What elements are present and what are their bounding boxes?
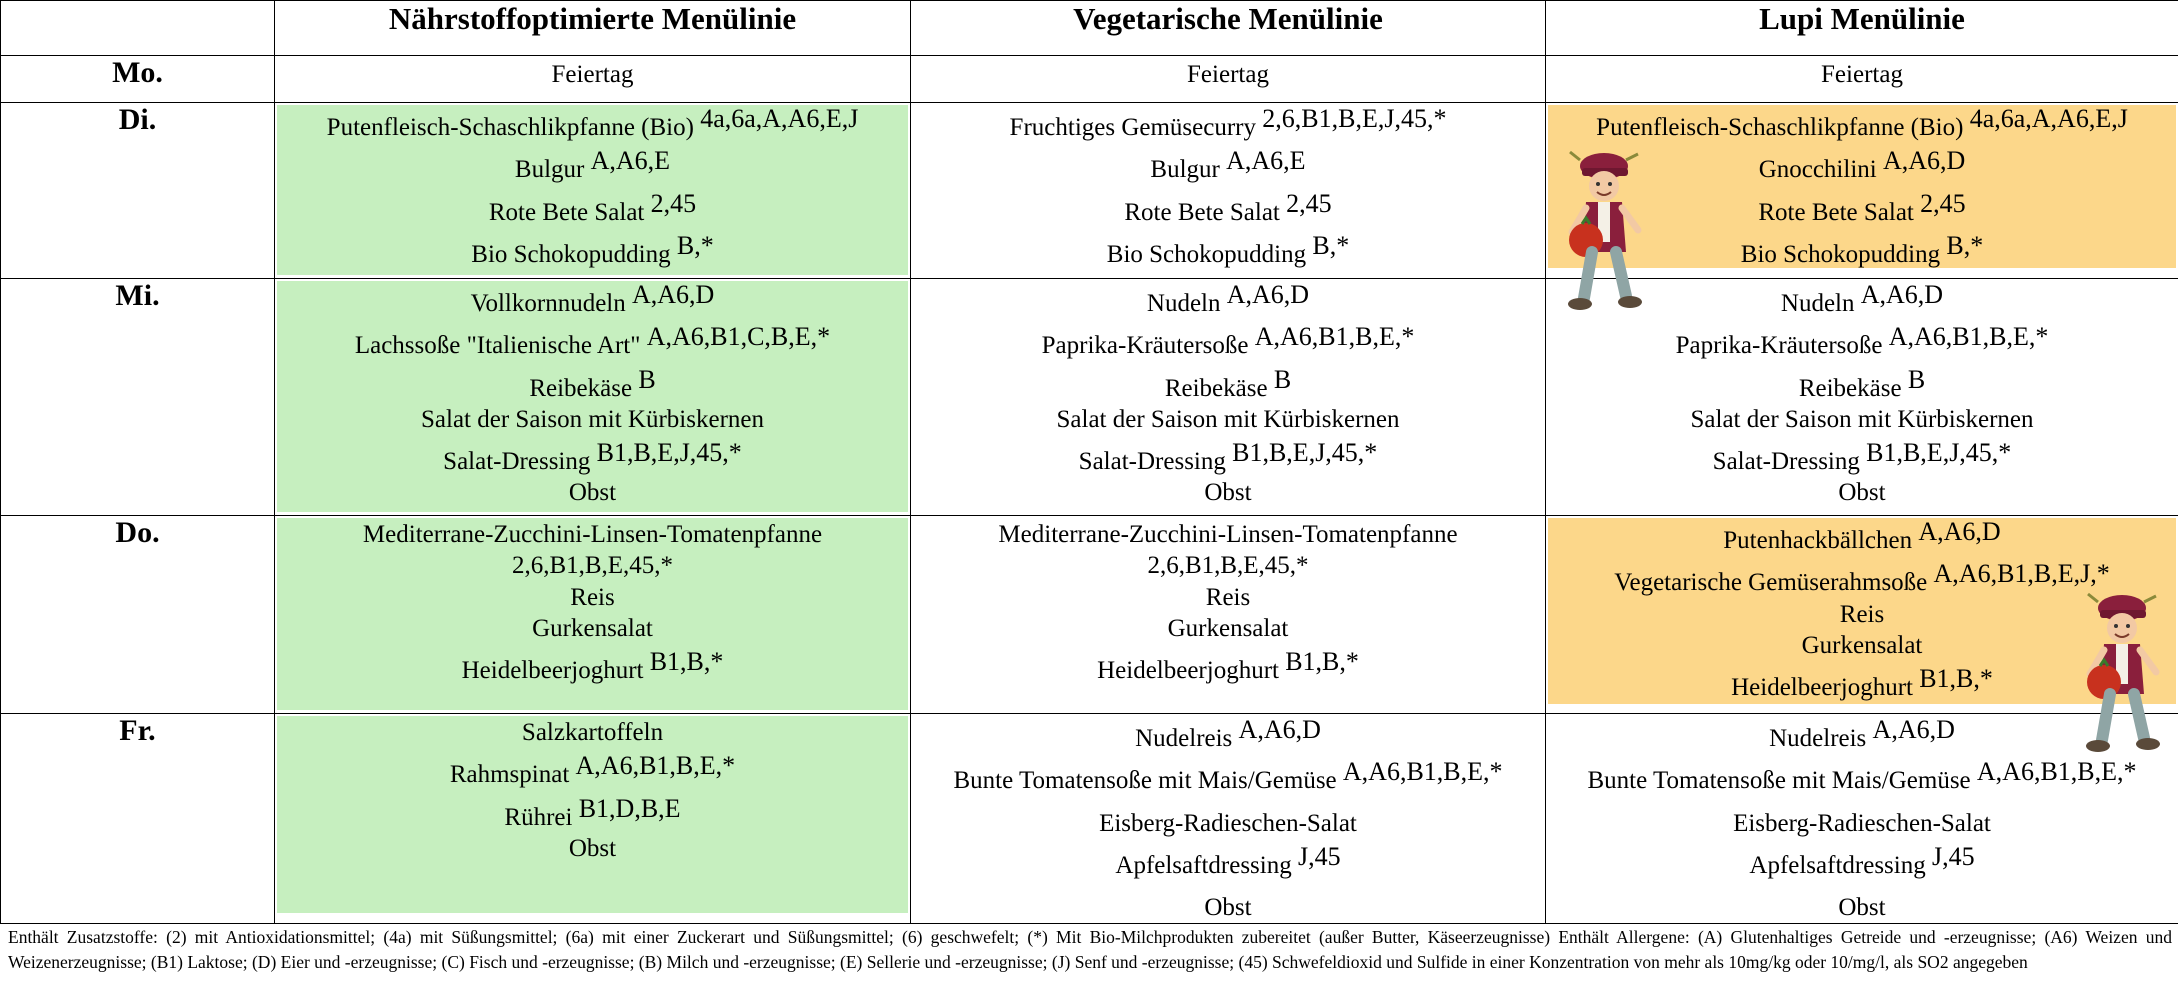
row-tuesday: [1, 103, 2178, 279]
allergen-codes: B1,B,E,J,45,*: [1232, 438, 1378, 467]
allergen-codes: B1,B,*: [1919, 664, 1993, 693]
menu-item-name: Heidelbeerjoghurt: [1097, 657, 1279, 684]
menu-item-name: Rote Bete Salat: [488, 198, 645, 226]
menu-item: [275, 322, 910, 361]
menu-item: [911, 477, 1545, 508]
menu-item: [275, 550, 910, 581]
legend-footer: Enthält Zusatzstoffe: (2) mit Antioxidationsmittel; (4a) mit Süßungsmittel; (6a) mit einer Zuckerart und Süßungsmittel; (6) geschwefelt; (*) Mit Bio-Milchprodukten zubereitet (außer Butter, Käseerzeugnisse) Enthält Allergene: (A) Glutenhaltiges Getreide und -erzeugnisse; (A6) Weizen und Weizenerzeugnisse; (B1) Laktose; (D) Eier und -erzeugnisse; (C) Fisch und -erzeugnisse; (B) Milch und -erzeugnisse; (E) Sellerie und -erzeugnisse; (J) Senf und -erzeugnisse; (45) Schwefeldioxid und Sulfide in einer Konzentration von mehr als 10mg/kg oder 10/mg/l, als SO2 angegeben: [8, 927, 2172, 972]
menu-item-name: Rahmspinat: [449, 761, 570, 789]
allergen-codes: A,A6,B1,B,E,*: [1254, 322, 1415, 352]
menu-item-name: Putenfleisch-Schaschlikpfanne (Bio): [326, 114, 694, 141]
menu-item-name: Gurkensalat: [532, 614, 653, 642]
menu-cell: [275, 516, 911, 714]
menu-item-name: 2,6,B1,B,E,45,*: [1147, 552, 1309, 580]
allergen-codes: A,A6,B1,C,B,E,*: [646, 322, 831, 352]
menu-item: [911, 715, 1545, 754]
day-label: Mi.: [1, 279, 275, 516]
allergen-codes: A,A6,D: [1238, 715, 1321, 744]
allergen-codes: B1,B,E,J,45,*: [1866, 438, 2012, 467]
column-header-vegetarisch: Vegetarische Menülinie: [911, 1, 1546, 56]
menu-item-name: Vollkornnudeln: [470, 290, 626, 317]
menu-item-name: Obst: [568, 479, 617, 507]
menu-item-name: Bio Schokopudding: [1106, 240, 1307, 268]
menu-item: [1546, 517, 2178, 556]
menu-items: [911, 279, 1545, 509]
allergen-codes: 2,45: [1286, 188, 1332, 218]
menu-cell: [275, 56, 911, 103]
menu-item-name: Salat-Dressing: [443, 448, 591, 475]
allergen-codes: A,A6,E: [590, 146, 671, 176]
menu-item-name: Bio Schokopudding: [471, 240, 671, 268]
allergen-codes: A,A6,B1,B,E,J,*: [1933, 559, 2110, 589]
menu-item: [275, 364, 910, 404]
menu-item-name: Apfelsaftdressing: [1749, 851, 1926, 879]
menu-item: [275, 751, 910, 790]
menu-item-name: Salat der Saison mit Kürbiskernen: [1690, 405, 2034, 433]
allergen-codes: A,A6,B1,B,E,*: [1888, 322, 2049, 352]
menu-items: [911, 103, 1545, 270]
menu-item-name: Obst: [1204, 479, 1252, 507]
menu-item-name: Obst: [568, 834, 617, 862]
menu-cell: [911, 714, 1546, 924]
menu-item: [911, 404, 1545, 435]
allergen-codes: A,A6,D: [1860, 280, 1944, 309]
allergen-codes: 2,6,B1,B,E,J,45,*: [1262, 104, 1447, 133]
menu-item-name: Salzkartoffeln: [521, 719, 664, 746]
allergen-codes: A,A6,D: [632, 280, 715, 309]
menu-item: [1546, 404, 2178, 435]
holiday-text: Feiertag: [1187, 61, 1269, 88]
menu-cell: [911, 56, 1546, 103]
menu-item: [275, 280, 910, 319]
menu-item: [911, 841, 1545, 881]
menu-items: [911, 516, 1545, 686]
menu-item-name: Reibekäse: [1164, 374, 1268, 402]
menu-item: [911, 892, 1545, 923]
menu-item: [275, 519, 910, 550]
allergen-codes: B1,B,*: [649, 647, 724, 676]
menu-item: [911, 188, 1545, 228]
menu-item-name: Salat-Dressing: [1078, 448, 1226, 475]
allergen-codes: B1,B,*: [1285, 647, 1359, 676]
menu-item-name: Putenhackbällchen: [1723, 527, 1913, 554]
menu-cell: [1546, 56, 2178, 103]
menu-item-name: Putenfleisch-Schaschlikpfanne (Bio): [1596, 114, 1964, 141]
menu-item: [275, 230, 910, 270]
menu-items: [275, 516, 910, 686]
allergen-codes: A,A6,B1,B,E,*: [575, 751, 736, 781]
menu-item: [1546, 477, 2178, 508]
menu-item-name: Gurkensalat: [1167, 614, 1289, 642]
menu-item: [911, 647, 1545, 686]
menu-item: [275, 717, 910, 748]
allergen-codes: B1,B,E,J,45,*: [596, 438, 742, 467]
menu-item-name: Obst: [1838, 894, 1886, 921]
menu-item-name: Nudeln: [1780, 290, 1855, 317]
menu-item-name: Rührei: [504, 803, 573, 831]
row-monday: [1, 56, 2178, 103]
menu-item-name: Salat der Saison mit Kürbiskernen: [421, 405, 764, 433]
menu-item-name: Apfelsaftdressing: [1115, 851, 1292, 879]
menu-item: [1546, 364, 2178, 404]
menu-item: [911, 613, 1545, 644]
allergen-codes: B,*: [676, 230, 714, 260]
allergen-codes: J,45: [1297, 841, 1341, 871]
menu-item-name: Eisberg-Radieschen-Salat: [1733, 809, 1991, 837]
menu-cell: [911, 516, 1546, 714]
allergen-codes: 2,45: [650, 188, 697, 218]
menu-item-name: Vegetarische Gemüserahmsoße: [1614, 569, 1928, 597]
menu-item-name: Heidelbeerjoghurt: [461, 657, 644, 684]
allergen-codes: B: [1273, 364, 1292, 394]
menu-item: [1546, 757, 2178, 796]
menu-item: [275, 833, 910, 864]
day-label: Do.: [1, 516, 275, 714]
menu-item: [1546, 438, 2178, 477]
menu-item-name: Mediterrane-Zucchini-Linsen-Tomatenpfanne: [998, 521, 1458, 548]
menu-item: [911, 280, 1545, 319]
menu-item-name: Bunte Tomatensoße mit Mais/Gemüse: [1587, 767, 1971, 795]
menu-item-name: Lachssoße "Italienische Art": [354, 332, 641, 360]
menu-item-name: Rote Bete Salat: [1758, 198, 1914, 226]
menu-item: [911, 146, 1545, 185]
day-label: Di.: [1, 103, 275, 279]
menu-items: [275, 103, 910, 270]
allergen-codes: 4a,6a,A,A6,E,J: [700, 104, 859, 133]
menu-item: [911, 808, 1545, 839]
allergen-codes: A,A6,D: [1882, 146, 1966, 176]
menu-item: [275, 146, 910, 185]
menu-item-name: Paprika-Kräutersoße: [1675, 332, 1883, 360]
menu-item: [275, 438, 910, 477]
allergen-codes: A,A6,B1,B,E,*: [1976, 757, 2137, 787]
menu-item: [911, 438, 1545, 477]
allergen-codes: A,A6,B1,B,E,*: [1342, 757, 1503, 787]
menu-item-name: Reibekäse: [1798, 374, 1902, 402]
menu-item-name: Nudeln: [1146, 290, 1221, 317]
menu-item: [275, 404, 910, 435]
menu-item-name: Salat-Dressing: [1712, 448, 1860, 475]
menu-items: [275, 714, 910, 864]
menu-item-name: Salat der Saison mit Kürbiskernen: [1056, 405, 1400, 433]
menu-item-name: Gnocchilini: [1758, 156, 1877, 184]
menu-item: [1546, 104, 2178, 143]
menu-item: [1546, 841, 2178, 881]
menu-item-name: Nudelreis: [1769, 725, 1867, 752]
allergen-codes: J,45: [1931, 841, 1975, 871]
menu-items: [911, 714, 1545, 923]
allergen-codes: 2,45: [1920, 188, 1966, 218]
menu-cell: [911, 279, 1546, 516]
menu-item-name: Heidelbeerjoghurt: [1731, 674, 1913, 701]
menu-item: [911, 582, 1545, 613]
menu-item: [275, 104, 910, 143]
row-friday: [1, 714, 2178, 924]
menu-item: [1546, 892, 2178, 923]
menu-cell: [275, 714, 911, 924]
allergen-codes: B,*: [1946, 230, 1984, 260]
menu-item: [911, 364, 1545, 404]
menu-item-name: Eisberg-Radieschen-Salat: [1099, 809, 1357, 837]
menu-item: [1546, 808, 2178, 839]
allergen-codes: B: [1907, 364, 1926, 394]
menu-item-name: Bio Schokopudding: [1740, 240, 1941, 268]
menu-item: [275, 793, 910, 833]
menu-items: [275, 279, 910, 509]
menu-item-name: Obst: [1838, 479, 1886, 507]
menu-item: [911, 550, 1545, 581]
column-header-naehrstoff: Nährstoffoptimierte Menülinie: [275, 1, 911, 56]
menu-cell: [275, 103, 911, 279]
allergen-codes: B1,D,B,E: [578, 793, 681, 823]
menu-item: [911, 519, 1545, 550]
menu-item-name: Rote Bete Salat: [1124, 198, 1280, 226]
allergen-codes: B: [638, 364, 656, 394]
lupi-mascot-icon: [1560, 148, 1650, 320]
menu-item: [1546, 322, 2178, 361]
menu-item: [275, 647, 910, 686]
menu-cell: [911, 103, 1546, 279]
row-thursday: [1, 516, 2178, 714]
menu-item-name: Reibekäse: [529, 374, 633, 402]
day-label: Fr.: [1, 714, 275, 924]
column-header-lupi: Lupi Menülinie: [1546, 1, 2178, 56]
menu-item: [911, 322, 1545, 361]
menu-item-name: 2,6,B1,B,E,45,*: [511, 552, 674, 580]
day-label: Mo.: [1, 56, 275, 103]
menu-item-name: Nudelreis: [1135, 725, 1233, 752]
menu-item-name: Reis: [1839, 600, 1885, 628]
allergen-codes: A,A6,D: [1918, 517, 2001, 546]
menu-item-name: Bulgur: [514, 156, 585, 184]
allergen-codes: B,*: [1312, 230, 1350, 260]
allergen-codes: A,A6,D: [1226, 280, 1310, 309]
menu-item-name: Bunte Tomatensoße mit Mais/Gemüse: [953, 767, 1337, 795]
menu-item-name: Gurkensalat: [1801, 631, 1923, 659]
menu-item-name: Reis: [1205, 583, 1251, 611]
allergen-codes: A,A6,D: [1872, 715, 1955, 744]
menu-item-name: Fruchtiges Gemüsecurry: [1009, 114, 1257, 141]
menu-item: [911, 230, 1545, 270]
menu-item-name: Reis: [570, 583, 615, 611]
menu-item: [275, 582, 910, 613]
corner-cell: [1, 1, 275, 56]
menu-cell: [275, 279, 911, 516]
holiday-text: Feiertag: [551, 61, 634, 88]
menu-item: [911, 757, 1545, 796]
header-row: [1, 1, 2178, 56]
allergen-codes: 4a,6a,A,A6,E,J: [1969, 104, 2128, 133]
menu-item: [911, 104, 1545, 143]
menu-item-name: Bulgur: [1150, 156, 1220, 184]
lupi-mascot-icon: [2078, 590, 2168, 762]
menu-item-name: Obst: [1204, 894, 1252, 921]
menu-item: [275, 188, 910, 228]
menu-item: [275, 613, 910, 644]
allergen-codes: A,A6,E: [1226, 146, 1306, 176]
menu-item-name: Paprika-Kräutersoße: [1041, 332, 1249, 360]
row-wednesday: [1, 279, 2178, 516]
menu-item: [275, 477, 910, 508]
holiday-text: Feiertag: [1821, 61, 1903, 88]
menu-item-name: Mediterrane-Zucchini-Linsen-Tomatenpfanne: [362, 521, 823, 548]
